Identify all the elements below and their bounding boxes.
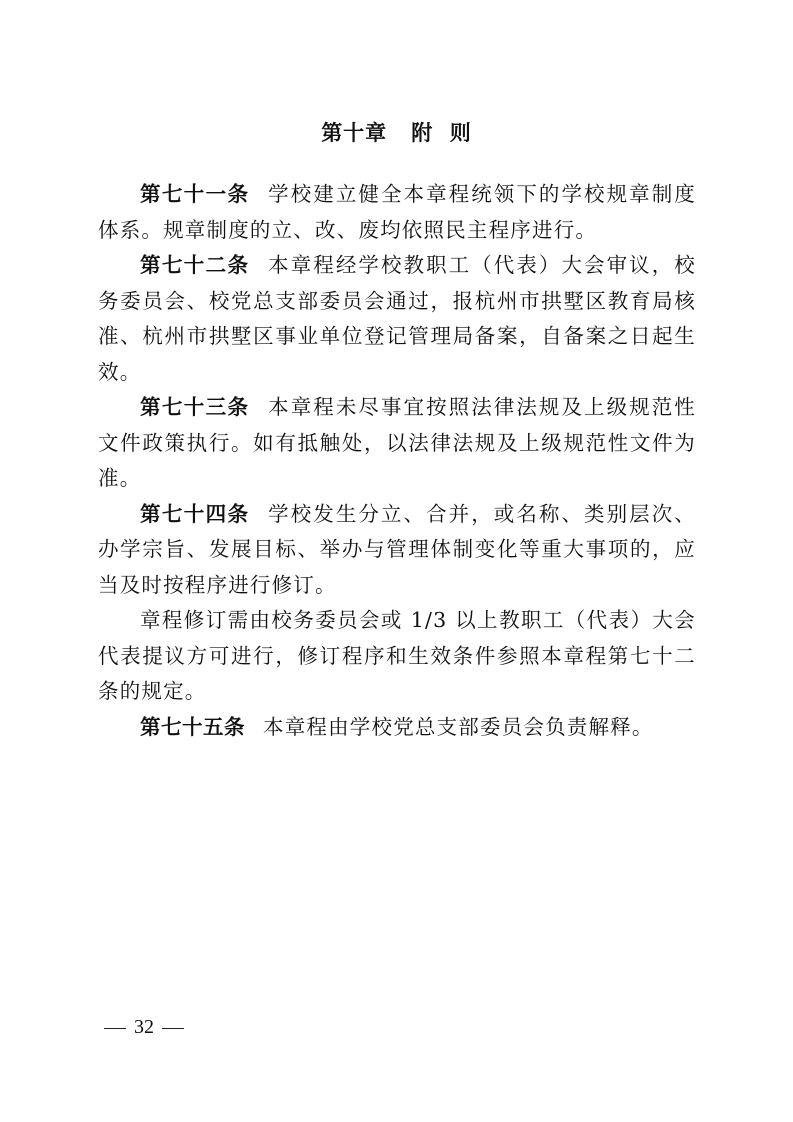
article-paragraph	[98, 390, 696, 497]
chapter-number: 第十章	[321, 121, 388, 145]
article-text: 章程修订需由校务委员会或 1/3 以上教职工（代表）大会代表提议方可进行，修订程序和生效条件参照本章程第七十二条的规定。	[98, 608, 696, 703]
article-number: 第七十三条	[140, 395, 250, 419]
chapter-name: 附 则	[411, 121, 472, 145]
article-text: 本章程经学校教职工（代表）大会审议，校务委员会、校党总支部委员会通过，报杭州市拱墅区教育局核准、杭州市拱墅区事业单位登记管理局备案，自备案之日起生效。	[98, 253, 696, 384]
dash-left	[104, 1028, 126, 1029]
article-paragraph	[98, 603, 696, 710]
article-text: 学校发生分立、合并，或名称、类别层次、办学宗旨、发展目标、举办与管理体制变化等重大事项的，应当及时按程序进行修订。	[98, 501, 696, 597]
article-text: 学校建立健全本章程统领下的学校规章制度体系。规章制度的立、改、废均依照民主程序进行。	[98, 182, 696, 242]
chapter-title	[0, 118, 793, 148]
article-text: 本章程未尽事宜按照法律法规及上级规范性文件政策执行。如有抵触处，以法律法规及上级规范性文件为准。	[98, 395, 696, 490]
article-paragraph	[98, 248, 696, 390]
chapter-body	[98, 177, 696, 745]
article-number: 第七十二条	[140, 253, 250, 277]
article-paragraph	[98, 177, 696, 248]
article-paragraph	[98, 497, 696, 604]
article-paragraph	[98, 710, 696, 746]
article-text: 本章程由学校党总支部委员会负责解释。	[263, 714, 654, 739]
article-number: 第七十五条	[140, 714, 245, 739]
page-number	[96, 1013, 192, 1041]
page-number-value: 32	[134, 1016, 154, 1038]
dash-right	[162, 1028, 184, 1029]
article-number: 第七十一条	[140, 182, 250, 206]
article-number: 第七十四条	[140, 501, 250, 526]
